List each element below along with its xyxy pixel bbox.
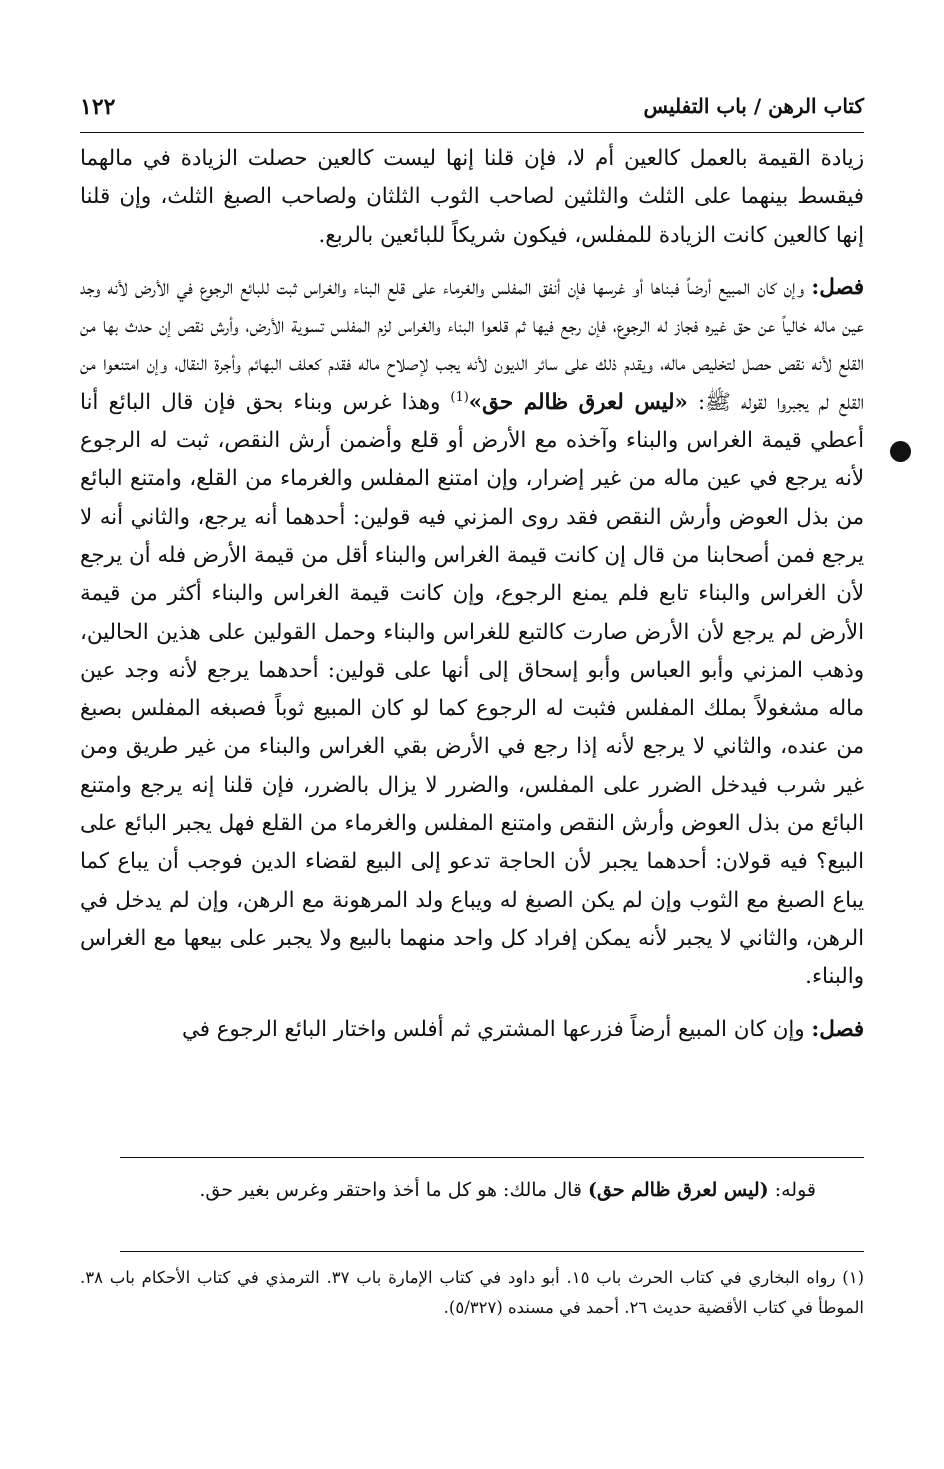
gloss-note: [100, 1175, 816, 1205]
paragraph-1: زيادة القيمة بالعمل كالعين أم لا، فإن قلنا إنها ليست كالعين حصلت الزيادة في مالهما فيقسط بينهما على الثلث والثلثين لصاحب الثوب الثلثان ولصاحب الصبغ الثلث، وإن قلنا إنها كالعين كانت الزيادة للمفلس، فيكون شريكاً للبائعين بالربع.: [80, 146, 864, 248]
paragraph-3-text: وإن كان المبيع أرضاً فزرعها المشتري ثم أفلس واختار البائع الرجوع في: [182, 1016, 812, 1042]
section-label: فصل:: [811, 274, 864, 300]
footnote-reference: (1): [450, 389, 469, 405]
gloss-rule: [120, 1157, 864, 1158]
section-label: فصل:: [811, 1016, 864, 1042]
margin-dot: [890, 441, 911, 462]
footnote-rule: [120, 1251, 864, 1252]
page-number: ١٢٢: [80, 94, 116, 120]
gloss-term: (ليس لعرق ظالم حق): [587, 1179, 769, 1201]
header-rule: [80, 132, 864, 133]
page-header: [80, 92, 864, 128]
running-title: كتاب الرهن / باب التفليس: [643, 94, 864, 118]
gloss-text: قال مالك: هو كل ما أخذ واحتقر وغرس بغير حق.: [199, 1179, 588, 1201]
main-text: [80, 140, 864, 1063]
gloss-lead: قوله:: [768, 1179, 816, 1201]
paragraph-2-part-a: وإن كان المبيع أرضاً فبناها أو غرسها فإن أنفق المفلس والغرماء على قلع البناء والغراس ثبت للبائع الرجوع في الأرض لأنه وجد عين ماله خالياً عن حق غيره فجاز له الرجوع، فإن رجع فيها ثم قلعوا البناء والغراس لزم المفلس تسوية الأرض، وأرش نقص إن حدث بها من القلع لأنه نقص حصل لتخليص ماله، ويقدم ذلك على سائر الديون لأنه يجب لإصلاح ماله فقدم كعلف البهائم وأجرة النقال، وإن امتنعوا من القلع لم يجبروا لقوله ﷺ:: [80, 274, 864, 415]
hadith-quote: «ليس لعرق ظالم حق»: [468, 389, 688, 415]
paragraph-2: [80, 269, 864, 997]
footnote: (١) رواه البخاري في كتاب الحرث باب ١٥. أبو داود في كتاب الإمارة باب ٣٧. الترمذي في كتاب الأحكام باب ٣٨. الموطأ في كتاب الأقضية حديث ٢٦. أحمد في مسنده (٥/٣٢٧).: [80, 1268, 865, 1317]
paragraph-2-part-b: وهذا غرس وبناء بحق فإن قال البائع أنا أعطي قيمة الغراس والبناء وآخذه مع الأرض أو قلع وأضمن أرش النقص، ثبت له الرجوع لأنه يرجع في عين ماله من غير إضرار، وإن امتنع المفلس والغرماء من القلع، وامتنع البائع من بذل العوض وأرش النقص فقد روى المزني فيه قولين: أحدهما أنه يرجع، والثاني أنه لا يرجع فمن أصحابنا من قال إن كانت قيمة الغراس والبناء أقل من قيمة الأرض فله أن يرجع لأن الغراس والبناء تابع فلم يمنع الرجوع، وإن كانت قيمة الغراس والبناء أكثر من قيمة الأرض لم يرجع لأن الأرض صارت كالتبع للغراس والبناء وحمل القولين على هذين الحالين، وذهب المزني وأبو العباس وأبو إسحاق إلى أنها على قولين: أحدهما يرجع لأنه وجد عين ماله مشغولاً بملك المفلس فثبت له الرجوع كما لو كان المبيع ثوباً فصبغه المفلس بصبغ من عنده، والثاني لا يرجع لأنه إذا رجع في الأرض بقي الغراس والبناء من غير طريق ومن غير شرب فيدخل الضرر على المفلس، والضرر لا يزال بالضرر، فإن قلنا إنه يرجع وامتنع البائع من بذل العوض وأرش النقص وامتنع المفلس والغرماء من القلع فهل يجبر البائع على البيع؟ فيه قولان: أحدهما يجبر لأن الحاجة تدعو إلى البيع لقضاء الدين فوجب أن يباع كما يباع الصبغ مع الثوب وإن لم يكن الصبغ له ويباع ولد المرهونة مع الرهن، وإن لم يدخل في الرهن، والثاني لا يجبر لأنه يمكن إفراد كل واحد منهما بالبيع ولا يجبر على بيعها مع الغراس والبناء.: [80, 389, 864, 990]
paragraph-3: [80, 1011, 864, 1049]
